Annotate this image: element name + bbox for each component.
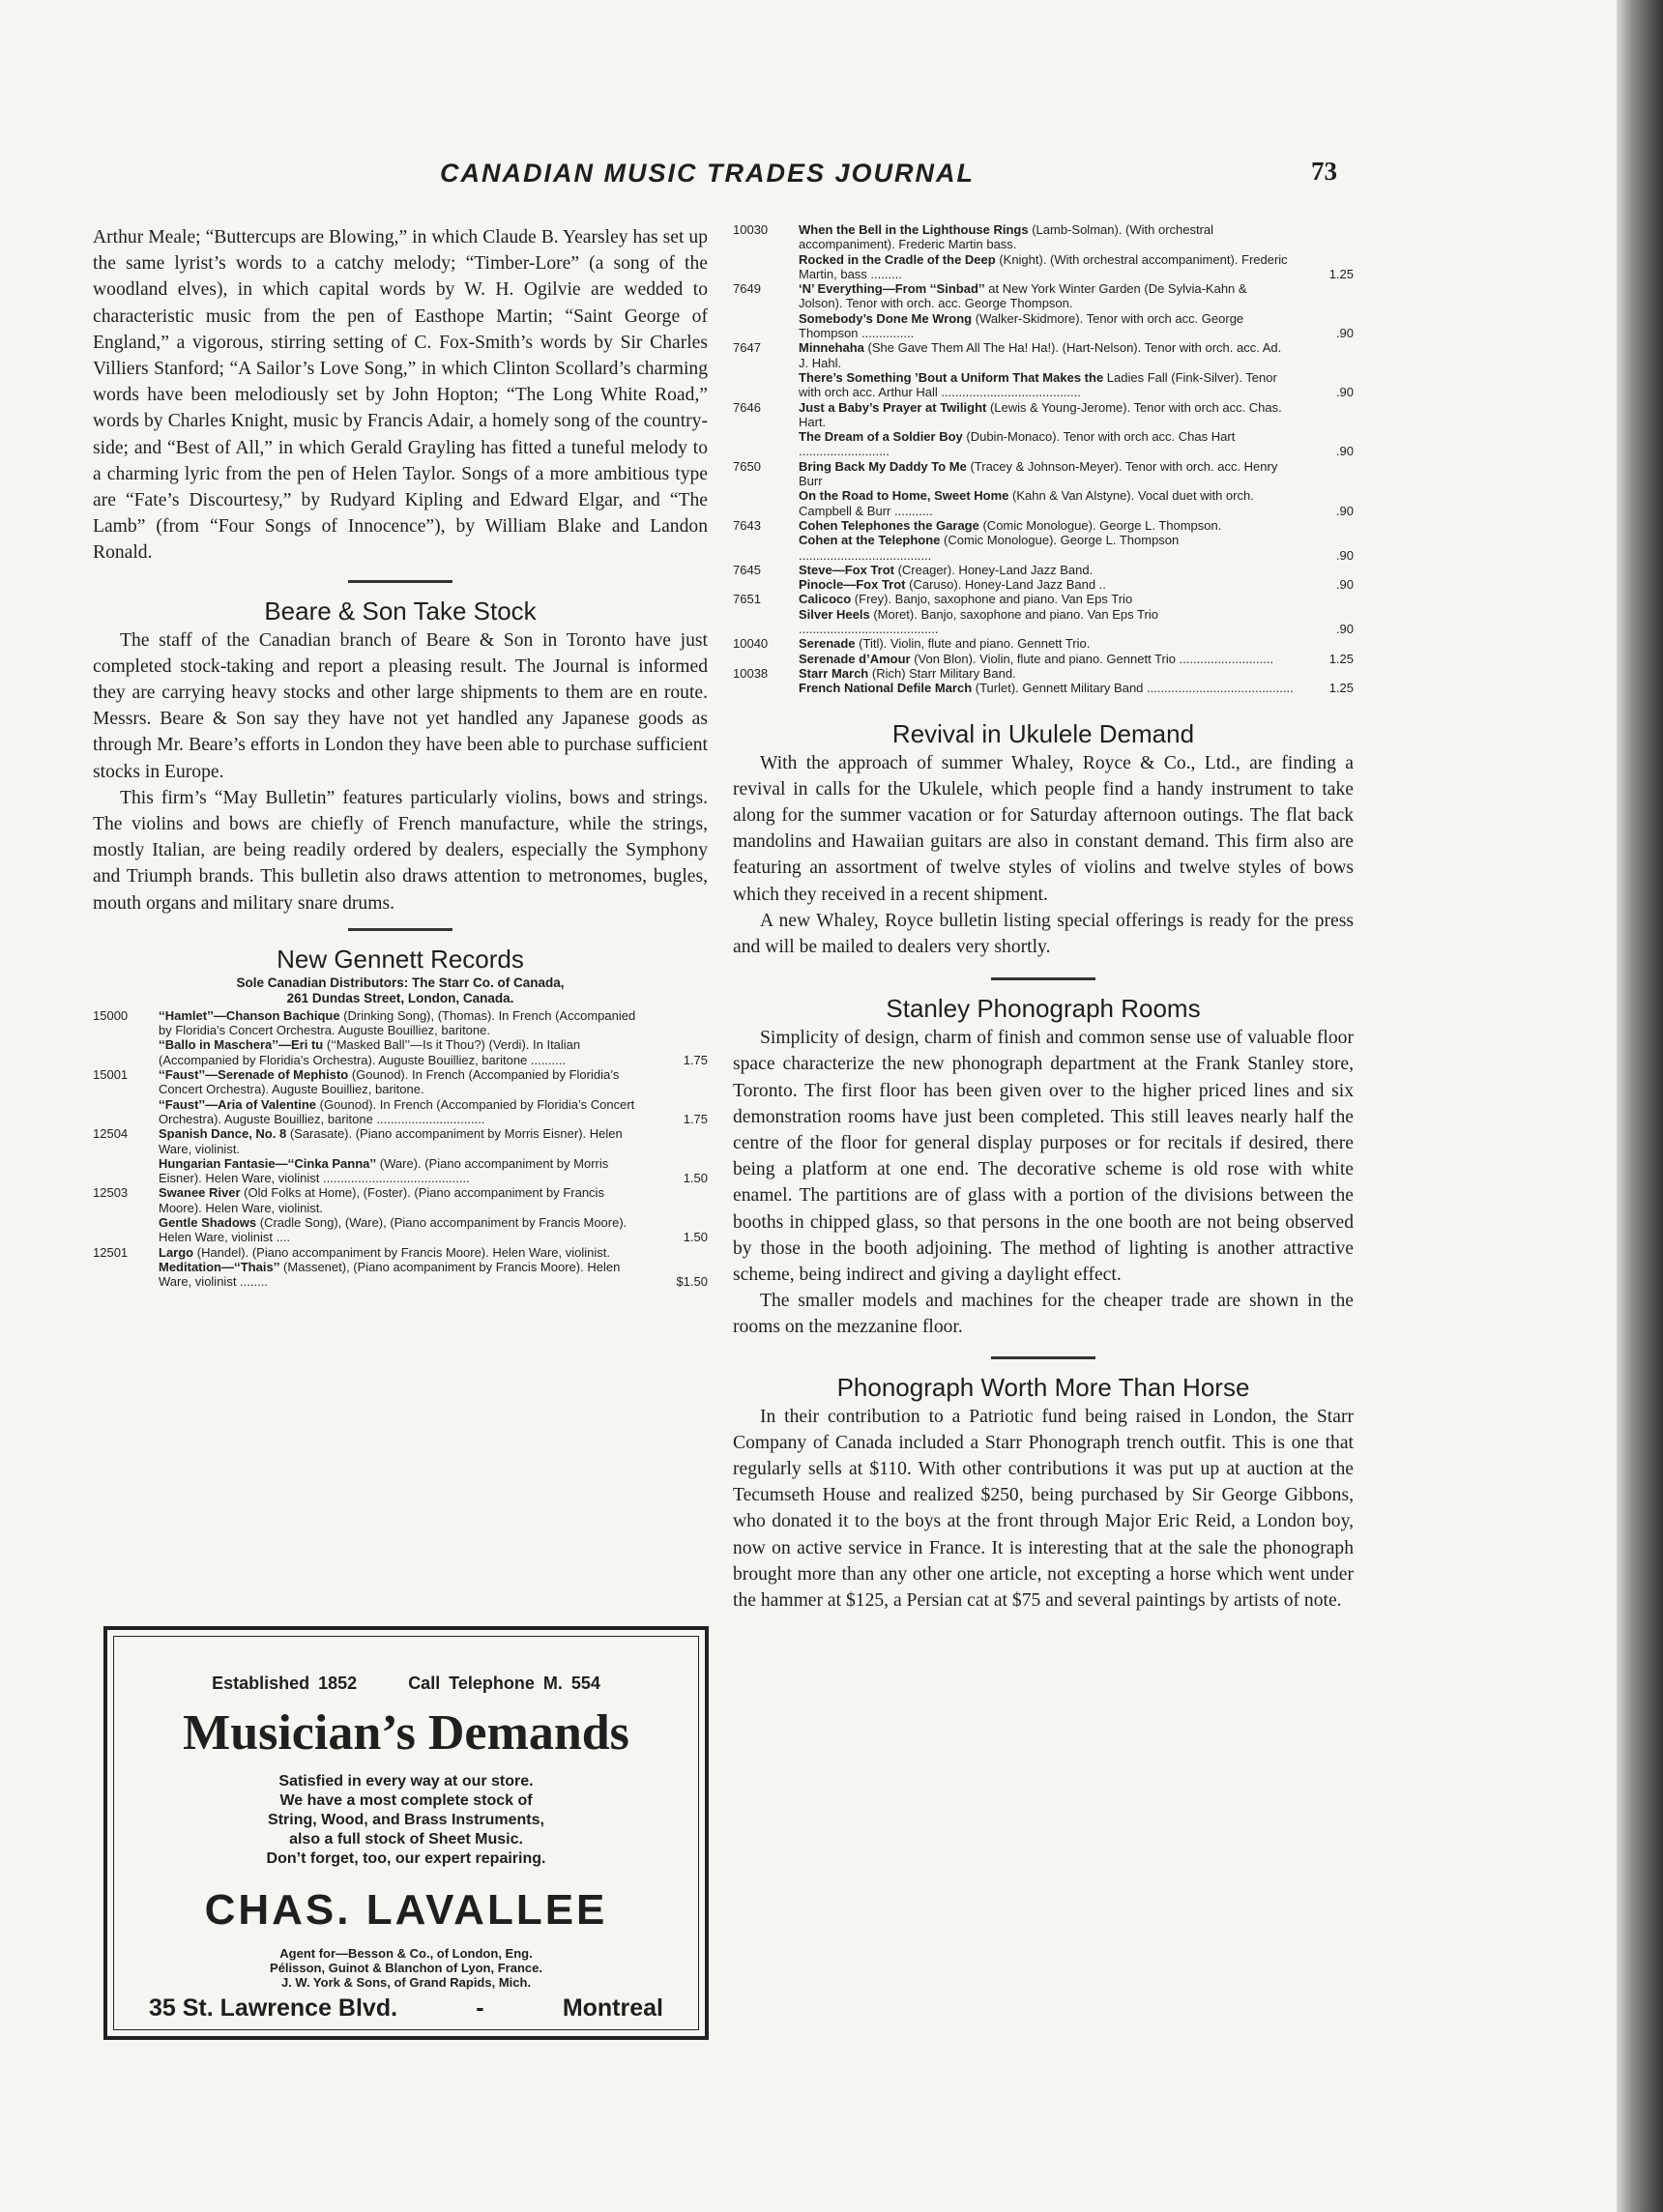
record-title: Serenade: [799, 636, 856, 652]
record-price: 1.25: [1328, 651, 1354, 666]
record-title: Cohen at the Telephone: [799, 533, 941, 548]
section-divider: [991, 977, 1095, 980]
ad-dash: -: [476, 1994, 484, 2022]
record-title: Silver Heels: [799, 606, 870, 622]
stanley-paragraph-2: The smaller models and machines for the cheaper trade are shown in the rooms on the mezzanine floor.: [733, 1291, 1354, 1338]
catalog-number: 12503: [93, 1185, 129, 1201]
record-title: French National Defile March: [799, 681, 973, 696]
stanley-paragraph-1: Simplicity of design, charm of finish and common sense use of valuable floor space characterize the new phonograph department at the Frank Stanley store, Toronto. The first floor has been given over to the higher priced lines and six demonstration rooms have just been completed. This still leaves nearly half the centre of the floor for general display purposes or for recitals if desired, there being a platform at one end. The decorative scheme is old rose with white enamel. The partitions are of glass with a portion of the divisions between the booths in chipped glass, so that persons in the one booth are not being observed by those in the booth adjoining. The method of lighting is another attractive scheme, being indirect and giving a daylight effect.: [733, 1028, 1354, 1285]
section-divider: [348, 580, 452, 583]
record-entry: [733, 340, 1354, 370]
ad-city: Montreal: [562, 1994, 663, 2022]
page-number: 73: [1311, 157, 1337, 186]
ad-agents: [114, 1946, 698, 1990]
record-title: ‘N’ Everything—From ‘‘Sinbad’’: [799, 281, 985, 297]
record-entry: [733, 252, 1354, 282]
record-price: 1.75: [683, 1111, 708, 1126]
record-price: 1.50: [683, 1171, 708, 1186]
telephone-text: Call Telephone M. 554: [408, 1674, 600, 1693]
record-entry: [733, 400, 1354, 430]
record-entry: [93, 1260, 708, 1290]
record-details: (She Gave Them All The Ha! Ha!). (Hart-Nelson). Tenor with orch. acc. Ad. J. Hahl.: [799, 340, 1282, 370]
record-entry: [733, 370, 1354, 400]
distributor-address: 261 Dundas Street, London, Canada.: [286, 990, 514, 1005]
record-title: Steve—Fox Trot: [799, 562, 894, 577]
record-details: (Gounod). In French (Accompanied by Floridia’s Concert Orchestra). Auguste Bouilliez, baritone.: [159, 1067, 620, 1097]
ad-line: We have a most complete stock of: [279, 1792, 533, 1809]
record-price: 1.25: [1328, 266, 1354, 281]
journal-title: CANADIAN MUSIC TRADES JOURNAL: [440, 159, 976, 188]
record-details: (Titl). Violin, flute and piano. Gennett Trio.: [855, 636, 1091, 652]
record-details: (Lamb-Solman). (With orchestral accompaniment). Frederic Martin bass.: [799, 222, 1214, 252]
record-price: 1.75: [683, 1052, 708, 1067]
record-details: (Turlet). Gennett Military Band ..........................................: [972, 681, 1294, 696]
section-divider: [348, 928, 452, 931]
beare-paragraph-1: The staff of the Canadian branch of Beare & Son in Toronto have just completed stock-taking and report a pleasing result. The Journal is informed they are carrying heavy stocks and other large shipments to them are en route. Messrs. Beare & Son say they have not yet handled any Japanese goods as through Mr. Beare’s efforts in London they have been able to purchase sufficient stocks in Europe.: [93, 629, 708, 782]
record-title: Meditation—‘‘Thais’’: [159, 1259, 280, 1274]
agent-line: J. W. York & Sons, of Grand Rapids, Mich.: [280, 1975, 532, 1990]
record-details: (Rich) Starr Military Band.: [868, 665, 1016, 681]
record-title: There’s Something ’Bout a Uniform That Makes the: [799, 369, 1104, 385]
ukulele-heading: Revival in Ukulele Demand: [891, 718, 1195, 748]
record-price: .90: [1335, 547, 1354, 563]
catalog-number: 7649: [733, 281, 761, 297]
record-entry: [93, 1067, 708, 1097]
ad-top-line: [114, 1674, 698, 1694]
catalog-number: 7645: [733, 562, 761, 577]
beare-heading: Beare & Son Take Stock: [264, 596, 537, 626]
record-details: (Gounod). In French (Accompanied by Floridia’s Concert Orchestra). Auguste Bouilliez, baritone ...............................: [159, 1096, 635, 1126]
record-entry: [93, 1037, 708, 1067]
ad-inner-border: [113, 1636, 699, 2030]
record-entry: [93, 1156, 708, 1186]
record-title: Bring Back My Daddy To Me: [799, 458, 967, 474]
record-entry: [733, 607, 1354, 637]
gennett-record-list: [93, 1008, 708, 1290]
record-title: ‘‘Hamlet’’—Chanson Bachique: [159, 1007, 340, 1023]
catalog-number: 7643: [733, 517, 761, 533]
catalog-number: 12501: [93, 1244, 129, 1260]
gennett-heading: New Gennett Records: [277, 944, 524, 974]
page-edge: [1617, 0, 1663, 2212]
record-details: (Knight). (With orchestral accompaniment). Frederic Martin, bass .........: [799, 251, 1288, 281]
record-price: 1.50: [683, 1230, 708, 1245]
phonograph-paragraph: In their contribution to a Patriotic fund being raised in London, the Starr Company of Canada included a Starr Phonograph trench outfit. This is one that regularly sells at $110. With other contributions it was put up at auction at the Tecumseth House and realized $250, being purchased by Sir George Gibbons, who donated it to the boys at the front through Major Eric Reid, a London boy, now on active service in France. It is interesting that at the sale the phonograph brought more than any other one article, not excepting a horse which went under the hammer at $125, a Persian cat at $75 and several paintings by artists of note.: [733, 1406, 1354, 1611]
record-price: .90: [1335, 503, 1354, 518]
ad-line: Don’t forget, too, our expert repairing.: [266, 1850, 546, 1867]
record-details: (‘‘Masked Ball’’—Is it Thou?) (Verdi). In Italian (Accompanied by Floridia’s Orchestra). Auguste Bouilliez, baritone ..........: [159, 1037, 581, 1067]
ad-business-name: CHAS. LAVALLEE: [204, 1886, 608, 1934]
record-title: ‘‘Ballo in Maschera’’—Eri tu: [159, 1037, 324, 1053]
record-entry: [733, 311, 1354, 341]
record-details: (Walker-Skidmore). Tenor with orch acc. George Thompson ...............: [799, 310, 1244, 341]
record-title: On the Road to Home, Sweet Home: [799, 488, 1009, 504]
record-details: (Moret). Banjo, saxophone and piano. Van Eps Trio ........................................: [799, 606, 1158, 637]
catalog-number: 12504: [93, 1126, 129, 1142]
record-entry: [733, 518, 1354, 533]
catalog-number: 10038: [733, 665, 769, 681]
catalog-number: 7646: [733, 399, 761, 415]
record-title: ‘‘Faust’’—Aria of Valentine: [159, 1096, 317, 1112]
catalog-number: 10030: [733, 222, 769, 237]
record-entry: [733, 488, 1354, 518]
record-details: (Kahn & Van Alstyne). Vocal duet with orch. Campbell & Burr ...........: [799, 488, 1254, 518]
distributor-line: Sole Canadian Distributors: The Starr Co. of Canada,: [236, 975, 565, 990]
record-entry: [733, 429, 1354, 459]
record-details: Ladies Fall (Fink-Silver). Tenor with orch acc. Arthur Hall ........................................: [799, 369, 1277, 400]
ukulele-paragraph-1: With the approach of summer Whaley, Royce & Co., Ltd., are finding a revival in calls for the Ukulele, which people find a handy instrument to take along for the summer vacation or for Saturday afternoon outings. The flat back mandolins and Hawaiian guitars are also in constant demand. This firm also are featuring an assortment of twelve styles of violins and twelve styles of bows which they received in a recent shipment.: [733, 752, 1354, 905]
catalog-number: 15000: [93, 1007, 129, 1023]
agent-line: Agent for—Besson & Co., of London, Eng.: [279, 1946, 533, 1961]
catalog-number: 7647: [733, 340, 761, 356]
record-entry: [93, 1215, 708, 1245]
record-title: Serenade d’Amour: [799, 651, 911, 666]
established-text: Established 1852: [212, 1674, 358, 1693]
record-title: Starr March: [799, 665, 869, 681]
record-list-continued: [733, 222, 1354, 696]
record-price: .90: [1335, 622, 1354, 637]
record-title: Minnehaha: [799, 340, 864, 356]
record-price: 1.25: [1328, 681, 1354, 696]
record-title: When the Bell in the Lighthouse Rings: [799, 222, 1029, 237]
record-details: (Ware). (Piano accompaniment by Morris Eisner). Helen Ware, violinist ..........................................: [159, 1155, 609, 1186]
record-entry: [733, 222, 1354, 252]
record-entry: [733, 577, 1354, 592]
catalog-number: 7651: [733, 592, 761, 607]
record-details: (Lewis & Young-Jerome). Tenor with orch acc. Chas. Hart.: [799, 399, 1282, 429]
record-entry: [733, 636, 1354, 651]
intro-paragraph: Arthur Meale; “Buttercups are Blowing,” in which Claude B. Yearsley has set up the same lyrist’s words to a catchy melody; “Timber-Lore” (a song of the woodland elves), in which capital words by W. H. Ogilvie are wedded to characteristic music from the pen of Easthope Martin; “Saint George of England,” a vigorous, stirring setting of C. Fox-Smith’s words by Sir Charles Villiers Stanford; “A Sailor’s Love Song,” in which Clinton Scollard’s charming words have been melodiously set by John Hopton; “The Long White Road,” words by Charles Knight, music by Francis Adair, a homely song of the country-side; and “Best of All,” in which Gerald Grayling has fitted a tuneful melody to a charming lyric from the pen of Helen Taylor. Songs of a more ambitious type are “Fate’s Discourtesy,” by Rudyard Kipling and Edward Elgar, and “The Lamb” (from “Four Songs of Innocence”), by William Blake and Landon Ronald.: [93, 227, 708, 564]
record-title: Spanish Dance, No. 8: [159, 1126, 287, 1142]
record-entry: [733, 592, 1354, 606]
record-details: (Sarasate). (Piano accompaniment by Morris Eisner). Helen Ware, violinist.: [159, 1126, 623, 1156]
record-price: $1.50: [676, 1274, 708, 1290]
catalog-number: 10040: [733, 636, 769, 652]
record-price: .90: [1335, 385, 1354, 400]
catalog-number: 7650: [733, 458, 761, 474]
record-details: (Creager). Honey-Land Jazz Band.: [893, 562, 1094, 577]
record-title: The Dream of a Soldier Boy: [799, 429, 963, 445]
record-entry: [93, 1008, 708, 1038]
record-title: Gentle Shadows: [159, 1215, 257, 1231]
record-entry: [93, 1185, 708, 1215]
catalog-number: 15001: [93, 1067, 129, 1083]
record-title: ‘‘Faust’’—Serenade of Mephisto: [159, 1067, 349, 1083]
record-details: (Old Folks at Home), (Foster). (Piano accompaniment by Francis Moore). Helen Ware, violinist.: [159, 1185, 604, 1215]
agent-line: Pélisson, Guinot & Blanchon of Lyon, France.: [270, 1961, 542, 1975]
record-entry: [93, 1097, 708, 1127]
record-entry: [733, 533, 1354, 563]
record-details: (Handel). (Piano accompaniment by Francis Moore). Helen Ware, violinist.: [193, 1244, 610, 1260]
record-title: Just a Baby’s Prayer at Twilight: [799, 399, 987, 415]
record-entry: [733, 563, 1354, 577]
ad-copy: [114, 1772, 698, 1869]
record-entry: [93, 1245, 708, 1260]
record-price: .90: [1335, 444, 1354, 459]
record-details: at New York Winter Garden (De Sylvia-Kahn & Jolson). Tenor with orch. acc. George Thompson.: [799, 281, 1247, 311]
running-head: [0, 159, 1617, 197]
beare-paragraph-2: This firm’s “May Bulletin” features particularly violins, bows and strings. The violins and bows are chiefly of French manufacture, while the strings, mostly Italian, are being readily ordered by dealers, especially the Symphony and Triumph brands. This bulletin also draws attention to metronomes, bugles, mouth organs and military snare drums.: [93, 787, 708, 914]
record-details: (Massenet), (Piano acompaniment by Francis Moore). Helen Ware, violinist ........: [159, 1259, 621, 1290]
record-title: Rocked in the Cradle of the Deep: [799, 251, 996, 267]
record-title: Largo: [159, 1244, 194, 1260]
ad-address-line: [149, 1994, 663, 2023]
record-entry: [733, 666, 1354, 681]
record-title: Cohen Telephones the Garage: [799, 517, 979, 533]
ad-line: Satisfied in every way at our store.: [278, 1773, 534, 1790]
record-details: (Tracey & Johnson-Meyer). Tenor with orch. acc. Henry Burr: [799, 458, 1278, 489]
record-details: (Cradle Song), (Ware), (Piano accompaniment by Francis Moore). Helen Ware, violinist ....: [159, 1215, 627, 1245]
record-entry: [733, 459, 1354, 489]
phonograph-heading: Phonograph Worth More Than Horse: [836, 1372, 1250, 1402]
record-details: (Dubin-Monaco). Tenor with orch acc. Chas Hart ..........................: [799, 429, 1236, 459]
record-details: (Von Blon). Violin, flute and piano. Gennett Trio ...........................: [910, 651, 1274, 666]
record-title: Calicoco: [799, 592, 852, 607]
record-entry: [93, 1126, 708, 1156]
record-title: Swanee River: [159, 1185, 241, 1201]
record-price: .90: [1335, 326, 1354, 341]
record-details: (Comic Monologue). George L. Thompson.: [978, 517, 1222, 533]
stanley-heading: Stanley Phonograph Rooms: [886, 994, 1201, 1024]
record-title: Pinocle—Fox Trot: [799, 577, 906, 593]
record-details: (Drinking Song), (Thomas). In French (Accompanied by Floridia’s Concert Orchestra. Auguste Bouilliez, baritone.: [159, 1007, 636, 1038]
record-title: Somebody’s Done Me Wrong: [799, 310, 973, 326]
left-column: [93, 224, 708, 1290]
record-details: (Caruso). Honey-Land Jazz Band ..: [905, 577, 1106, 593]
ad-headline: Musician’s Demands: [183, 1705, 629, 1761]
record-title: Hungarian Fantasie—‘‘Cinka Panna’’: [159, 1155, 377, 1171]
ad-address: 35 St. Lawrence Blvd.: [149, 1994, 398, 2022]
record-entry: [733, 681, 1354, 695]
lavallee-advertisement: [103, 1626, 709, 2040]
right-column: [733, 224, 1354, 1614]
ad-line: String, Wood, and Brass Instruments,: [268, 1812, 544, 1828]
record-entry: [733, 652, 1354, 666]
record-price: .90: [1335, 577, 1354, 593]
record-details: (Frey). Banjo, saxophone and piano. Van Eps Trio: [851, 592, 1133, 607]
section-divider: [991, 1356, 1095, 1359]
ukulele-paragraph-2: A new Whaley, Royce bulletin listing special offerings is ready for the press and will be mailed to dealers very shortly.: [733, 910, 1354, 957]
record-details: (Comic Monologue). George L. Thompson ......................................: [799, 533, 1180, 563]
ad-line: also a full stock of Sheet Music.: [289, 1831, 523, 1848]
record-entry: [733, 281, 1354, 311]
